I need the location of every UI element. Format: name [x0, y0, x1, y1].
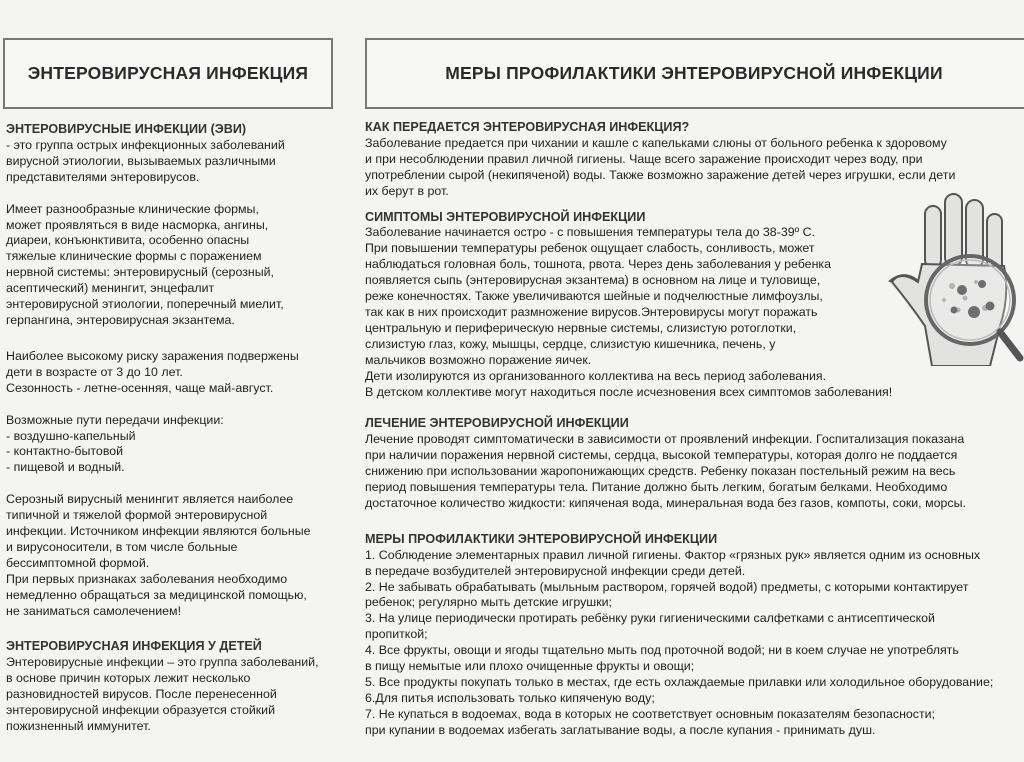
- text-line: может проявляться в виде насморка, ангины,: [6, 217, 269, 232]
- prevention-item: в передаче возбудителей энтеровирусной инфекции среди детей.: [365, 563, 746, 578]
- text-line: Дети изолируются из организованного коллектива на весь период заболевания.: [365, 368, 827, 383]
- text-line: и вирусоносители, в том числе больные: [6, 539, 238, 554]
- text-line: их берут в рот.: [365, 183, 449, 198]
- text-line: Сезонность - летне-осенняя, чаще май-август.: [6, 380, 274, 395]
- text-line: достаточное количество жидкости: кипяченая вода, минеральная вода без газов, компоты, соки, морсы.: [365, 495, 966, 510]
- text-line: вирусной этиологии, вызываемых различными: [6, 153, 276, 168]
- text-line: - это группа острых инфекционных заболеваний: [6, 137, 285, 152]
- text-line: нервной системы: энтеровирусный (серозный,: [6, 265, 274, 280]
- text-line: появляется сыпь (энтеровирусная экзантема) в основном на лице и туловище,: [365, 273, 821, 288]
- text-line: период повышения температуры тела. Питание должно быть легким, богатым белками. Необходимо: [365, 480, 948, 495]
- evi-intro: [6, 138, 351, 186]
- text-line: при наличии поражения нервной системы, сердца, высокой температуры, которая долго не поддается: [365, 448, 958, 463]
- text-line: Заболевание начинается остро - с повышения температуры тела до 38-39º С.: [365, 225, 815, 240]
- route-item: - контактно-бытовой: [6, 444, 124, 459]
- text-line: мальчиков возможно поражение яичек.: [365, 352, 592, 367]
- text-line: герпангина, энтеровирусная экзантема.: [6, 312, 235, 327]
- text-line: бессимптомной формой.: [6, 555, 150, 570]
- prevention-item: пропиткой;: [365, 627, 428, 642]
- routes-title: Возможные пути передачи инфекции:: [6, 412, 224, 427]
- clinical-forms-paragraph: [6, 202, 351, 329]
- text-line: слизистую глаз, кожу, мышцы, сердце, слизистую кишечника, печень, у: [365, 336, 776, 351]
- text-line: не заниматься самолечением!: [6, 603, 182, 618]
- transmission-heading: КАК ПЕРЕДАЕТСЯ ЭНТЕРОВИРУСНАЯ ИНФЕКЦИЯ?: [365, 120, 690, 134]
- text-line: в основе причин которых лежит несколько: [6, 671, 251, 686]
- text-line: энтеровирусной инфекции образуется стойкий: [6, 703, 276, 718]
- prevention-item: 3. На улице периодически протирать ребёнку руки гигиеническими салфетками с антисептической: [365, 611, 935, 626]
- text-line: реже конечностях. Также увеличиваются шейные и подчелюстные лимфоузлы,: [365, 289, 823, 304]
- text-line: немедленно обращаться за медицинской помощью,: [6, 587, 307, 602]
- text-line: и при несоблюдении правил личной гигиены. Чаще всего заражение происходит через воду, при: [365, 151, 923, 166]
- text-line: тяжелые клинические формы с поражением: [6, 249, 262, 264]
- text-line: пожизненный иммунитет.: [6, 719, 151, 733]
- prevention-item: в пищу немытые или плохо очищенные фрукты и овощи;: [365, 659, 695, 674]
- text-line: центральную и периферическую нервные системы, слизистую ротоглотки,: [365, 320, 797, 335]
- prevention-heading: МЕРЫ ПРОФИЛАКТИКИ ЭНТЕРОВИРУСНОЙ ИНФЕКЦИИ: [365, 531, 718, 546]
- prevention-list: [365, 548, 1024, 739]
- text-line: асептический) менингит, энцефалит: [6, 281, 215, 296]
- text-line: Заболевание предается при чихании и кашле с капельками слюны от больного ребенка к здоровому: [365, 135, 947, 150]
- meningitis-paragraph: [6, 492, 351, 619]
- text-line: При первых признаках заболевания необходимо: [6, 571, 288, 586]
- text-line: употреблении сырой (некипяченой) воды. Также возможно заражение детей через игрушки, если дети: [365, 167, 956, 182]
- text-line: Имеет разнообразные клинические формы,: [6, 201, 259, 216]
- hand-with-magnifier-icon: [870, 186, 1024, 366]
- prevention-item: 5. Все продукты покупать только в местах, где есть охлаждаемые прилавки или холодильное оборудование;: [365, 675, 994, 689]
- text-line: При повышении температуры ребенок ощущает слабость, сонливость, может: [365, 241, 815, 256]
- text-line: Энтеровирусные инфекции – это группа заболеваний,: [6, 655, 319, 670]
- children-paragraph: [6, 655, 351, 735]
- text-line: Наиболее высокому риску заражения подвержены: [6, 348, 299, 363]
- evi-heading: ЭНТЕРОВИРУСНЫЕ ИНФЕКЦИИ (ЭВИ): [6, 122, 247, 136]
- right-title-banner: [365, 38, 1024, 109]
- prevention-item: 4. Все фрукты, овощи и ягоды тщательно мыть под проточной водой; ни в коем случае не употреблять: [365, 643, 959, 658]
- text-line: Серозный вирусный менингит является наиболее: [6, 492, 294, 507]
- risk-paragraph: [6, 349, 351, 397]
- text-line: представителями энтеровирусов.: [6, 169, 200, 184]
- text-line: типичной и тяжелой формой энтеровирусной: [6, 508, 268, 523]
- text-line: наблюдаться головная боль, тошнота, рвота. Через день заболевания у ребенка: [365, 257, 831, 272]
- route-item: - пищевой и водный.: [6, 460, 125, 475]
- prevention-item: 1. Соблюдение элементарных правил личной гигиены. Фактор «грязных рук» является одним из основных: [365, 547, 981, 562]
- children-heading: ЭНТЕРОВИРУСНАЯ ИНФЕКЦИЯ У ДЕТЕЙ: [6, 639, 262, 654]
- text-line: диареи, конъюнктивита, особенно опасны: [6, 233, 250, 248]
- text-line: дети в возрасте от 3 до 10 лет.: [6, 364, 183, 379]
- text-line: так как в них происходит размножение вирусов.Энтеровирусы могут поражать: [365, 304, 818, 319]
- prevention-item: ребенок; регулярно мыть детские игрушки;: [365, 595, 612, 610]
- prevention-item: 7. Не купаться в водоемах, вода в которых не соответствует основным показателям безопасности;: [365, 706, 936, 721]
- symptoms-heading: СИМПТОМЫ ЭНТЕРОВИРУСНОЙ ИНФЕКЦИИ: [365, 209, 646, 224]
- prevention-item: 6.Для питья использовать только кипяченую воду;: [365, 690, 655, 705]
- treatment-paragraph: [365, 432, 1024, 512]
- left-column: [6, 122, 351, 735]
- prevention-item: 2. Не забывать обрабатывать (мыльным раствором, горячей водой) предметы, с которыми контактирует: [365, 579, 969, 594]
- text-line: инфекции. Источником инфекции являются больные: [6, 524, 311, 539]
- text-line: Лечение проводят симптоматически в зависимости от проявлений инфекции. Госпитализация показана: [365, 432, 965, 447]
- left-title: ЭНТЕРОВИРУСНАЯ ИНФЕКЦИЯ: [27, 63, 309, 83]
- transmission-routes: [6, 413, 351, 477]
- left-title-banner: [3, 38, 333, 109]
- treatment-heading: ЛЕЧЕНИЕ ЭНТЕРОВИРУСНОЙ ИНФЕКЦИИ: [365, 416, 629, 431]
- text-line: снижению при использовании жаропонижающих средств. Ребенку показан постельный режим на весь: [365, 464, 956, 479]
- text-line: В детском коллективе могут находиться после исчезновения всех симптомов заболевания!: [365, 384, 893, 399]
- right-title: МЕРЫ ПРОФИЛАКТИКИ ЭНТЕРОВИРУСНОЙ ИНФЕКЦИИ: [445, 63, 943, 83]
- prevention-item: при купании в водоемах избегать заглатывание воды, а после купания - принимать душ.: [365, 722, 876, 737]
- route-item: - воздушно-капельный: [6, 428, 136, 443]
- text-line: разновидностей вирусов. После перенесенной: [6, 687, 277, 702]
- text-line: энтеровирусной этиологии, поперечный миелит,: [6, 297, 284, 312]
